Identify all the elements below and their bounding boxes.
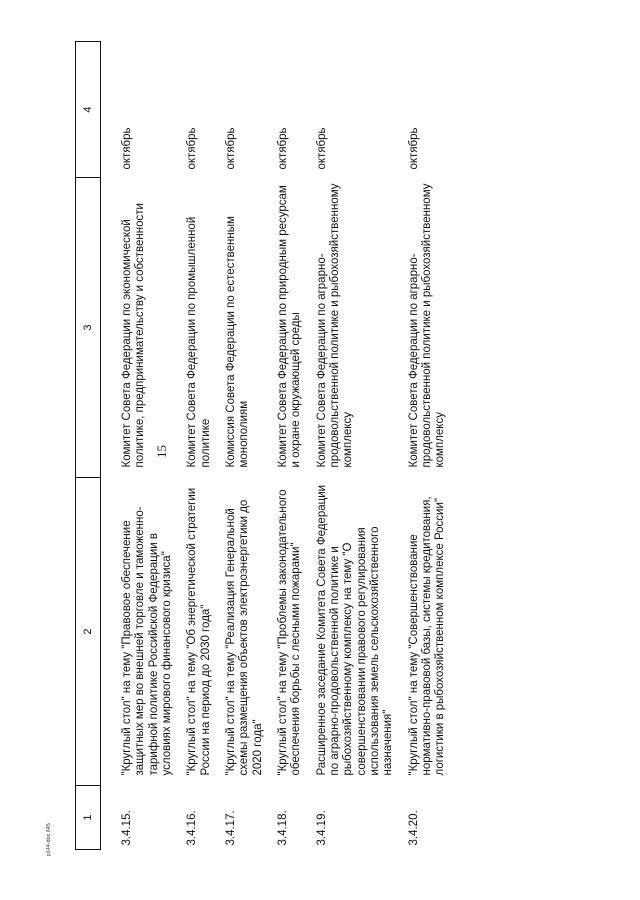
row-number: 3.4.19. <box>315 810 328 846</box>
row-term: октябрь <box>224 127 237 170</box>
row-event: "Круглый стол" на тему "Совершенствование нормативно-правовой базы, системы кредитования, логистики в рыбохозяйственном комплексе России" <box>407 496 447 776</box>
row-responsible: Комиссия Совета Федерации по естественным монополиям <box>224 216 251 468</box>
column-header-1: 1 <box>76 786 101 850</box>
table-row <box>101 42 187 850</box>
row-number: 3.4.18. <box>276 810 289 846</box>
row-number: 3.4.15. <box>121 810 133 846</box>
plan-table <box>75 41 460 850</box>
row-responsible: Комитет Совета Федерации по промышленной политике <box>186 216 212 468</box>
row-event: "Круглый стол" на тему "Правовое обеспечение защитных мер во внешней торговле и таможенно-тарифной политике Российской Федерации в условиях мирового финансового кризиса" <box>121 506 173 776</box>
row-number: 3.4.20. <box>407 810 420 846</box>
row-event: "Круглый стол" на тему "Реализация Генеральной схемы размещения объектов электроэнергетики до 2020 года" <box>224 499 264 776</box>
column-header-4: 4 <box>76 42 101 178</box>
row-term: октябрь <box>121 127 133 170</box>
document-code: p144-doc 645 <box>46 823 52 856</box>
table-row <box>408 42 460 850</box>
row-term: октябрь <box>407 127 420 170</box>
page-number: 15 <box>154 445 169 458</box>
column-header-3: 3 <box>76 178 101 478</box>
row-event: Расширенное заседание Комитета Совета Федерации по аграрно-продовольственной политике и рыбохозяйственному комплексу на тему "О совершенствовании правового регулирования использования земель сельскохозяйственного назначения" <box>315 484 395 776</box>
row-number: 3.4.17. <box>224 810 237 846</box>
table-row <box>186 42 225 850</box>
row-responsible: Комитет Совета Федерации по аграрно-продовольственной политике и рыбохозяйственному комплексу <box>407 183 447 468</box>
table-header-row <box>76 42 101 850</box>
row-term: октябрь <box>186 127 199 170</box>
row-term: октябрь <box>276 127 289 170</box>
table-row <box>225 42 277 850</box>
row-responsible: Комитет Совета Федерации по экономической политике, предпринимательству и собственности <box>121 203 147 468</box>
table-row <box>316 42 408 850</box>
row-responsible: Комитет Совета Федерации по аграрно-продовольственной политике и рыбохозяйственному комплексу <box>315 183 355 468</box>
row-responsible: Комитет Совета Федерации по природным ресурсам и охране окружающей среды <box>276 185 303 468</box>
row-event: "Круглый стол" на тему "Проблемы законодательного обеспечения борьбы с лесными пожарами" <box>276 489 303 776</box>
column-header-2: 2 <box>76 478 101 786</box>
row-term: октябрь <box>315 127 328 170</box>
row-number: 3.4.16. <box>186 810 199 846</box>
row-event: "Круглый стол" на тему "Об энергетической стратегии России на период до 2030 года" <box>186 487 212 776</box>
table-row <box>277 42 316 850</box>
plan-table-sheet <box>75 42 525 850</box>
